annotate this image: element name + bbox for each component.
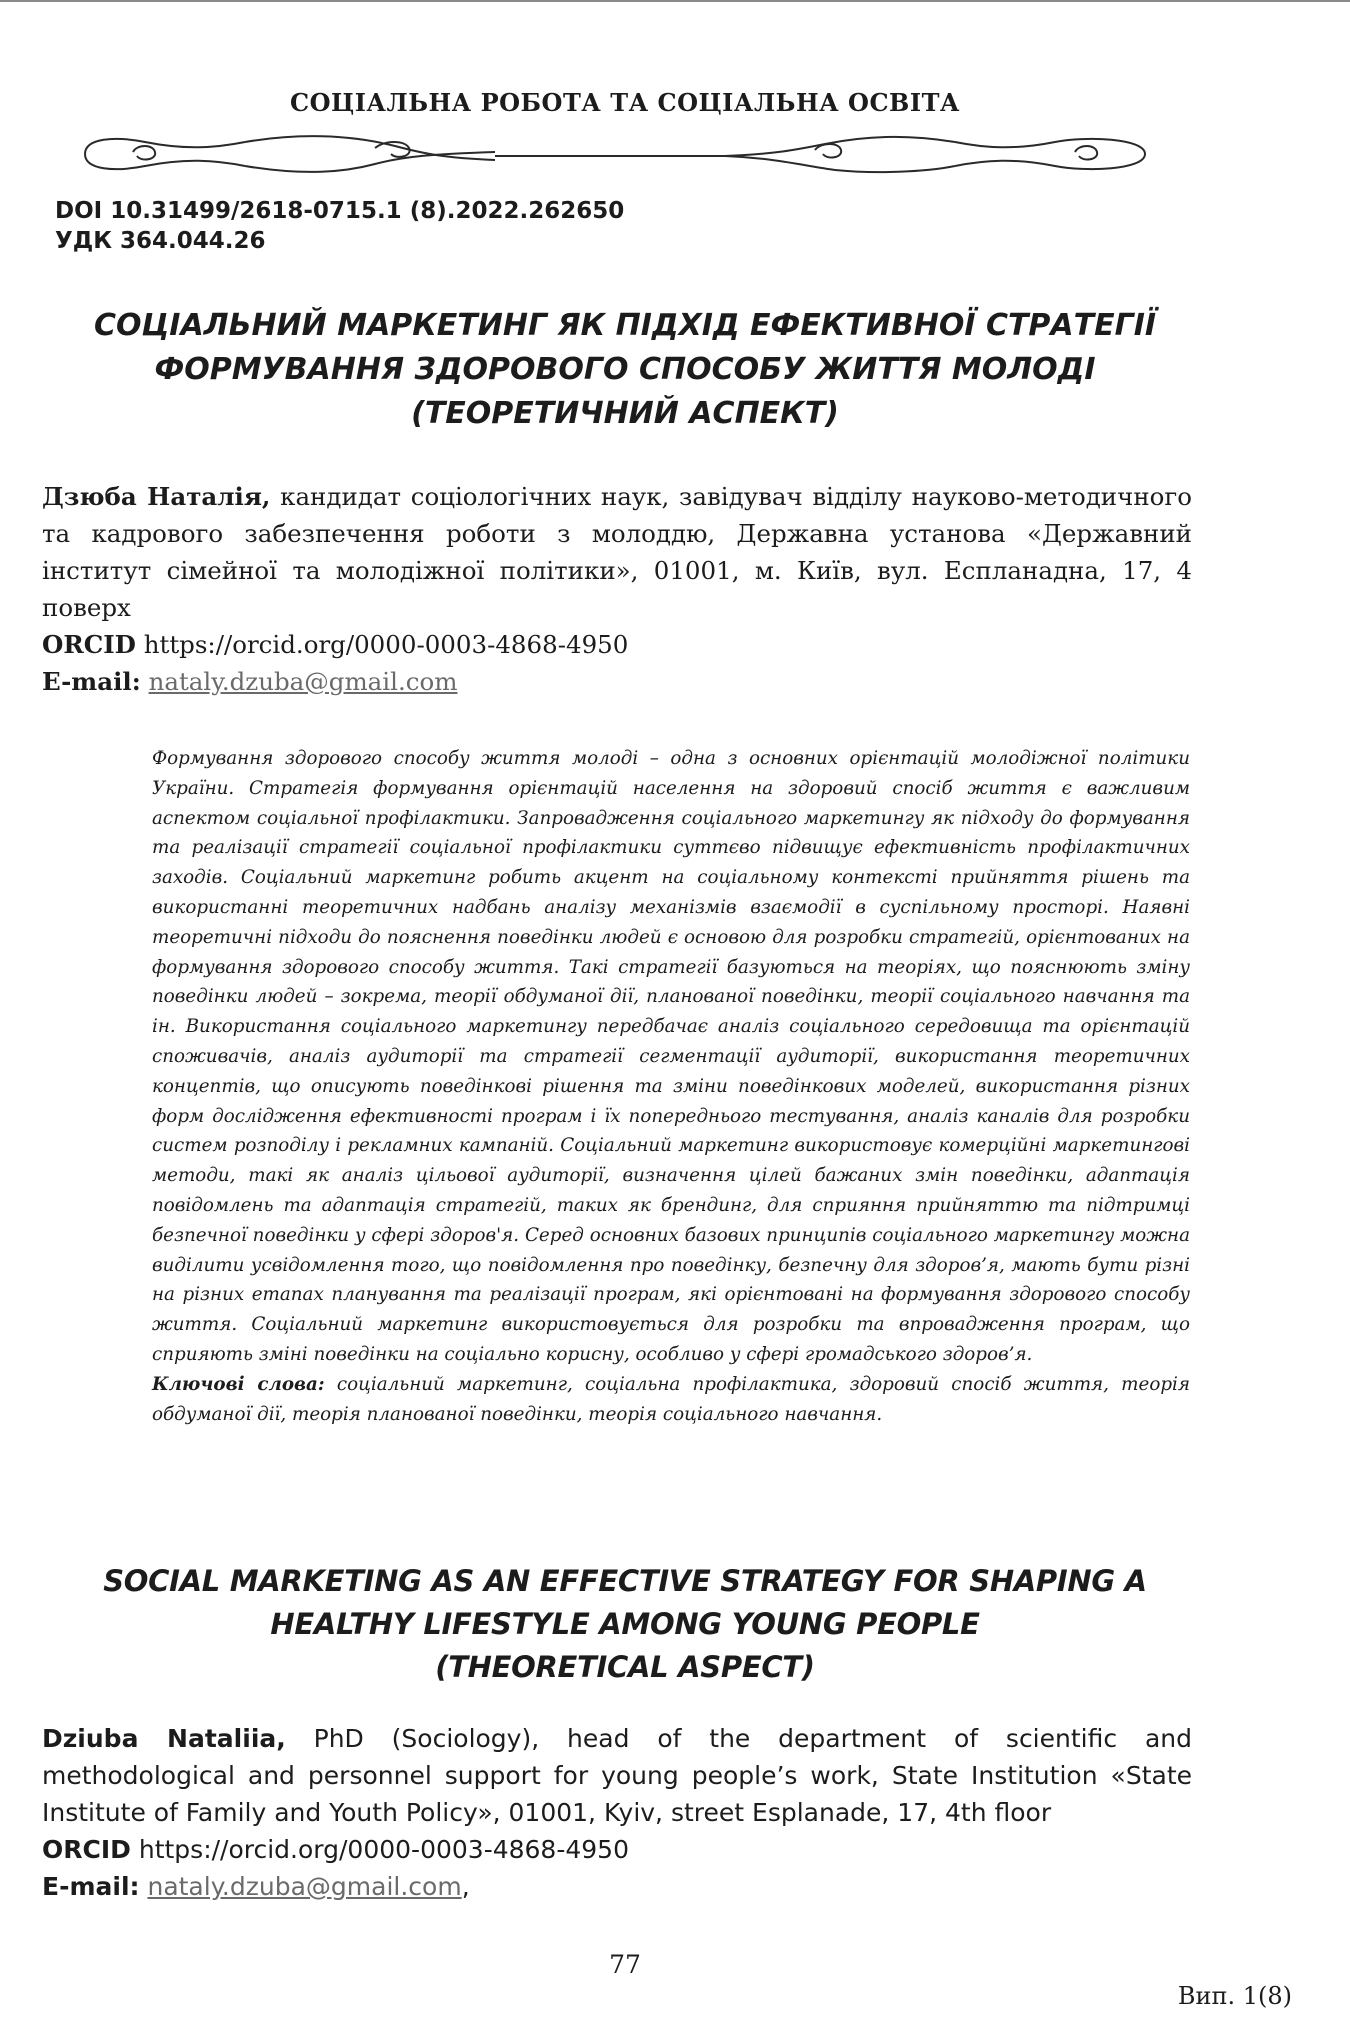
title-ua-line-3: (ТЕОРЕТИЧНИЙ АСПЕКТ) [411, 396, 839, 431]
keywords-ua [152, 1370, 1190, 1430]
title-en-line-2: HEALTHY LIFESTYLE AMONG YOUNG PEOPLE [270, 1607, 980, 1641]
orcid-link-en[interactable]: https://orcid.org/0000-0003-4868-4950 [130, 1835, 629, 1864]
email-suffix-en: , [461, 1872, 470, 1901]
email-link-en[interactable]: nataly.dzuba@gmail.com [147, 1872, 462, 1901]
email-label-ua: E-mail: [42, 667, 141, 696]
issue-label: Вип. 1(8) [1177, 1982, 1292, 2010]
orcid-label-en: ORCID [42, 1835, 131, 1864]
udc-line: УДК 364.044.26 [55, 228, 266, 254]
author-affiliation-ua: кандидат соціологічних наук, завідувач відділу науково-методичного та кадрового забезпечення роботи з молоддю, Державна установа «Державний інститут сімейної та молодіжної політики», 01001, м. Київ, вул. Еспланадна, 17, 4 поверх [42, 482, 1193, 622]
email-link-ua[interactable]: nataly.dzuba@gmail.com [148, 667, 458, 696]
orcid-label-ua: ORCID [42, 630, 136, 659]
orcid-link-ua[interactable]: https://orcid.org/0000-0003-4868-4950 [135, 630, 629, 659]
article-title-ua [60, 304, 1190, 436]
article-title-en [60, 1560, 1190, 1689]
journal-title: СОЦІАЛЬНА РОБОТА ТА СОЦІАЛЬНА ОСВІТА [290, 88, 960, 117]
author-name-en: Dziuba Nataliia, [42, 1724, 286, 1753]
top-rule [0, 0, 1350, 2]
abstract-text: Формування здорового способу життя молоді – одна з основних орієнтацій молодіжної політики України. Стратегія формування орієнтацій населення на здоровий спосіб життя є важливим аспектом соціальної профілактики. Запровадження соціального маркетингу як підходу до формування та реалізації стратегії соціальної профілактики суттєво підвищує ефективність профілактичних заходів. Соціальний маркетинг робить акцент на соціальному контексті прийняття рішень та використанні теоретичних надбань аналізу механізмів взаємодії в суспільному просторі. Наявні теоретичні підходи до пояснення поведінки людей є основою для розробки стратегій, орієнтованих на формування здорового способу життя. Такі стратегії базуються на теоріях, що пояснюють зміну поведінки людей – зокрема, теорії обдуманої дії, планованої поведінки, теорії соціального навчання та ін. Використання соціального маркетингу передбачає аналіз соціального середовища та орієнтацій споживачів, аналіз аудиторії та стратегії сегментації аудиторії, використання теоретичних концептів, що описують поведінкові рішення та зміни поведінкових моделей, використання різних форм дослідження ефективності програм і їх попереднього тестування, аналіз каналів для розробки систем розподілу і рекламних кампаній. Соціальний маркетинг використовує комерційні маркетингові методи, такі як аналіз цільової аудиторії, визначення цілей бажаних змін поведінки, адаптація повідомлень та адаптація стратегій, таких як брендинг, для сприяння прийняттю та підтримці безпечної поведінки у сфері здоров'я. Серед основних базових принципів соціального маркетингу можна виділити усвідомлення того, що повідомлення про поведінку, безпечну для здоров’я, мають бути різні на різних етапах планування та реалізації програм, які орієнтовані на формування здорового способу життя. Соціальний маркетинг використовується для розробки та впровадження програм, що сприяють зміні поведінки на соціально корисну, особливо у сфері громадського здоров’я. [152, 748, 1190, 1365]
doi-line: DOI 10.31499/2618-0715.1 (8).2022.262650 [55, 198, 625, 224]
title-ua-line-1: СОЦІАЛЬНИЙ МАРКЕТИНГ ЯК ПІДХІД ЕФЕКТИВНОЇ СТРАТЕГІЇ [93, 308, 1157, 343]
page-number: 77 [609, 1950, 641, 1979]
email-label-en: E-mail: [42, 1872, 140, 1901]
title-en-line-1: SOCIAL MARKETING AS AN EFFECTIVE STRATEGY FOR SHAPING A [103, 1564, 1147, 1598]
keywords-text: соціальний маркетинг, соціальна профілактика, здоровий спосіб життя, теорія обдуманої дії, теорія планованої поведінки, теорія соціального навчання. [152, 1373, 1190, 1425]
author-affiliation-en: PhD (Sociology), head of the department of scientific and methodological and personnel support for young people’s work, State Institution «State Institute of Family and Youth Policy», 01001, Kyiv, street Esplanade, 17, 4th floor [42, 1724, 1192, 1827]
article-identifiers [55, 196, 624, 256]
keywords-label: Ключові слова: [152, 1373, 325, 1395]
title-en-line-3: (THEORETICAL ASPECT) [435, 1650, 815, 1684]
scroll-ornament-icon [75, 128, 1155, 180]
author-block-ua [42, 478, 1192, 700]
author-name-ua: Дзюба Наталія, [42, 482, 271, 511]
title-ua-line-2: ФОРМУВАННЯ ЗДОРОВОГО СПОСОБУ ЖИТТЯ МОЛОДІ [154, 352, 1096, 387]
abstract-ua [152, 744, 1190, 1429]
author-block-en [42, 1720, 1192, 1905]
